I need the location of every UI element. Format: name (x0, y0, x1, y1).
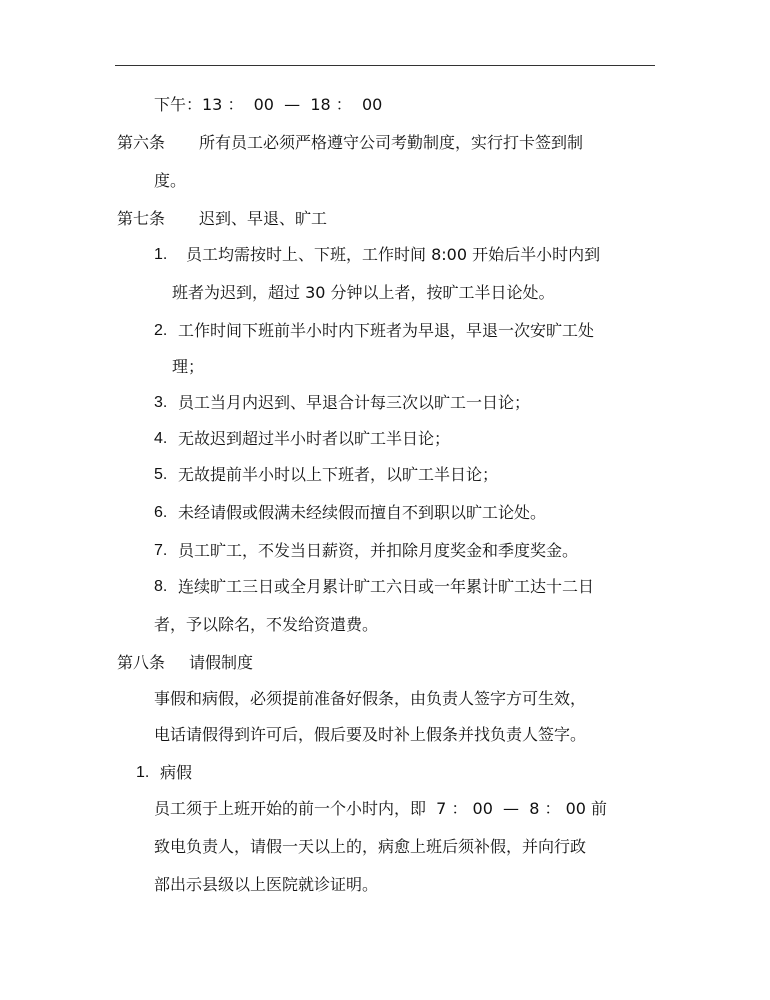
list-item-text: 未经请假或假满未经续假而擅自不到职以旷工论处。 (178, 503, 547, 522)
list-item-number: 5. (154, 466, 168, 483)
sub-item-title: 病假 (160, 763, 193, 782)
list-item-text: 员工旷工，不发当日薪资，并扣除月度奖金和季度奖金。 (178, 541, 579, 560)
sick-leave-text-cont: 致电负责人，请假一天以上的，病愈上班后须补假，并向行政 (154, 837, 587, 856)
list-item-text: 工作时间下班前半小时内下班者为早退，早退一次安旷工处 (178, 321, 595, 340)
article-6-label: 第六条 (117, 133, 166, 152)
article-7-title: 迟到、早退、旷工 (199, 209, 328, 228)
list-item-text: 无故迟到超过半小时者以旷工半日论； (178, 429, 451, 448)
list-item-text: 员工均需按时上、下班，工作时间 8:00 开始后半小时内到 (186, 245, 601, 264)
list-item-number: 3. (154, 394, 168, 411)
list-item-number: 1. (154, 246, 168, 263)
list-item-text: 无故提前半小时以上下班者，以旷工半日论； (178, 465, 499, 484)
list-item-text-cont: 理； (172, 357, 205, 376)
list-item-number: 7. (154, 542, 168, 559)
list-item-text-cont: 者，予以除名，不发给资遣费。 (154, 615, 379, 634)
sick-leave-text-cont: 部出示县级以上医院就诊证明。 (154, 875, 379, 894)
list-item-number: 6. (154, 504, 168, 521)
article-7-label: 第七条 (117, 209, 166, 228)
article-8-intro: 事假和病假，必须提前准备好假条，由负责人签字方可生效， (154, 689, 587, 708)
list-item-number: 8. (154, 578, 168, 595)
list-item-text-cont: 班者为迟到，超过 30 分钟以上者，按旷工半日论处。 (172, 283, 555, 302)
sub-item-number: 1. (136, 764, 150, 781)
article-8-label: 第八条 (117, 653, 166, 672)
list-item-text: 员工当月内迟到、早退合计每三次以旷工一日论； (178, 393, 531, 412)
article-6-text: 所有员工必须严格遵守公司考勤制度，实行打卡签到制 (199, 133, 584, 152)
header-rule (115, 65, 655, 66)
article-8-title: 请假制度 (189, 653, 254, 672)
afternoon-time: 下午：13 ： 00 — 18 ： 00 (154, 95, 383, 114)
list-item-text: 连续旷工三日或全月累计旷工六日或一年累计旷工达十二日 (178, 577, 595, 596)
list-item-number: 2. (154, 322, 168, 339)
list-item-number: 4. (154, 430, 168, 447)
article-8-intro-cont: 电话请假得到许可后，假后要及时补上假条并找负责人签字。 (154, 725, 587, 744)
article-6-text-cont: 度。 (154, 171, 187, 190)
sick-leave-text: 员工须于上班开始的前一个小时内，即 7 ： 00 — 8 ： 00 前 (154, 799, 608, 818)
